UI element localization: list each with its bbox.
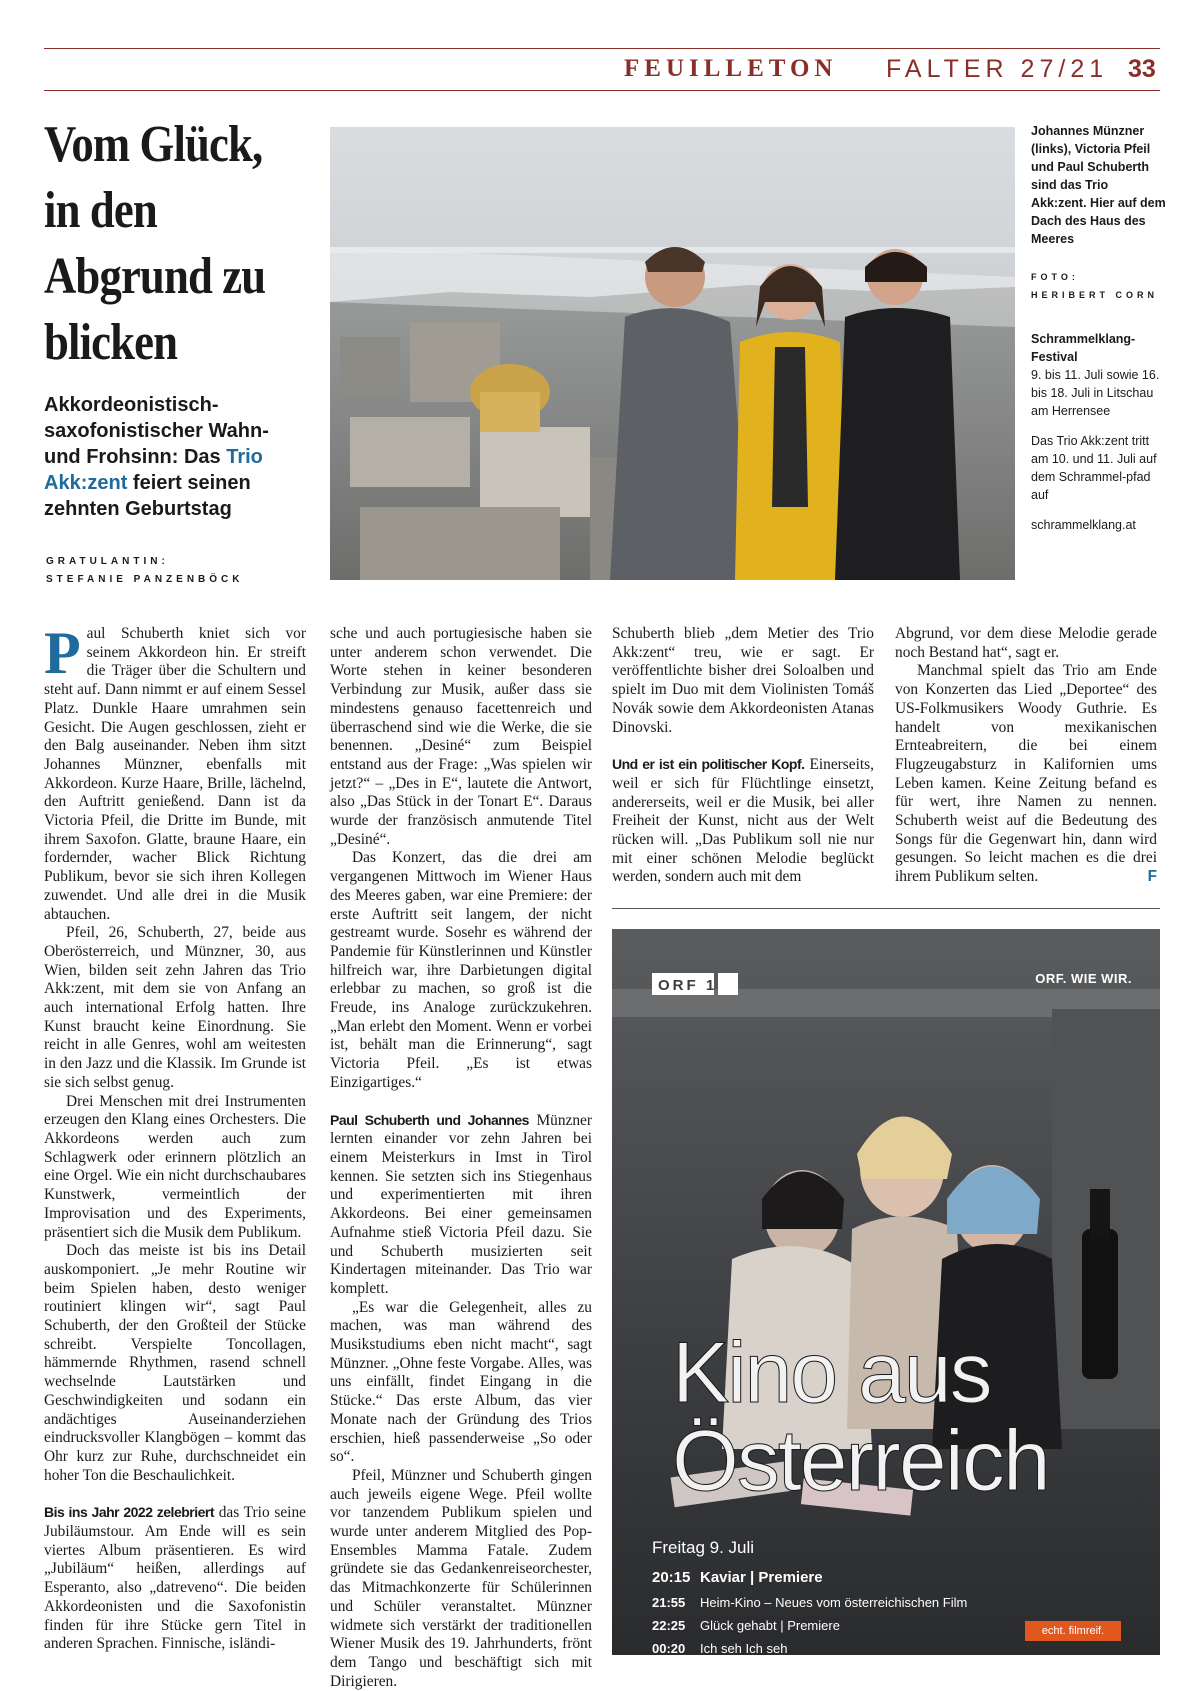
subhead-text-end: feiert seinen zehnten Geburtstag	[44, 472, 251, 520]
ad-schedule-row	[652, 1641, 787, 1655]
paragraph: Pfeil, 26, Schuberth, 27, beide aus Oberösterreich, und Münzner, 30, aus Wien, bilden seit zehn Jahren das Trio Akk:zent, mit dem sie von Anfang an auch international Erfolg hatten. Ihre Kunst braucht keine Einordnung. Sie reicht in alle Genres, wohl am weitesten in den Jazz und die Klassik. Im Grunde ist sie sich selbst genug.	[44, 924, 306, 1091]
schedule-title: Kaviar | Premiere	[700, 1569, 823, 1586]
header-top-rule	[44, 48, 1160, 49]
paragraph: Drei Menschen mit drei Instrumenten erzeugen den Klang eines Orchesters. Die Akkordeons werden auch zum Schlagwerk oder erinnern plötzlich an eine Orgel. Wie ein nicht durchschaubares Kunstwerk, vermeintlich der Improvisation und des Experiments, präsentiert sich die Musik dem Publikum.	[44, 1092, 306, 1241]
article-column-1	[44, 620, 306, 1654]
article-column-2	[330, 625, 592, 1691]
paragraph-text: Einerseits, weil er sich für Flüchtlinge einsetzt, andererseits, weil er die Musik, bei aller Freiheit der Kunst, nicht aus der Welt rücken will. „Das Publikum soll nie nur mit einer schönen Melodie beglückt werden, sondern auch mit dem	[612, 756, 874, 886]
ad-date: Freitag 9. Juli	[652, 1538, 755, 1557]
paragraph: Pfeil, Münzner und Schuberth gingen auch jeweils eigene Wege. Pfeil wollte vor tanzendem Publikum spielen und wurde unter anderem Mitglied des Pop-Ensembles Mamma Fatale. Zudem gründete sie das Gedankenreiseorchester, das Mitmachkonzerte für Schülerinnen und Schüler veranstaltet. Münzner widmete sich verstärkt der traditionellen Wiener Musik des 19. Jahrhunderts, frönt dem Tango und beschäftigt sich mit Dirigieren.	[330, 1466, 592, 1690]
article-column-3	[612, 625, 874, 887]
paragraph: „Es war die Gelegenheit, alles zu machen, was man während des Musikstudiums eben nicht macht“, sagt Münzner. „Ohne feste Vorgabe. Alles, was uns einfällt, findet Eingang in die Stücke.“ Das erste Album, das vier Monate nach der Gründung des Trios erschien, hieß passenderweise „So oder so“.	[330, 1298, 592, 1466]
byline-name: STEFANIE PANZENBÖCK	[46, 574, 244, 585]
paragraph-text: aul Schuberth kniet sich vor seinem Akkordeon hin. Er streift die Träger über die Schultern und steht auf. Dann nimmt er auf einem Sessel Platz. Dunkle Haare umrahmen sein Gesicht. Die Augen geschlossen, zieht er den Balg auseinander. Neben ihm sitzt Johannes Münzner, ebenfalls mit Akkordeon. Kurze Haare, Brille, lächelnd, den Auftritt genießend. Dann ist da Victoria Pfeil, die Dritte im Bunde, mit ihrem Saxofon. Glatte, braune Haare, ein fordernder, wacher Blick Richtung Publikum, bevor sie sich ihren Kollegen zuwendet. Und alle drei in die Musik abtauchen.	[44, 625, 306, 923]
paragraph: sche und auch portugiesische haben sie unter anderem schon verwendet. Die Worte stehen in keiner besonderen Verbindung zur Musik, außer dass sie mindestens genauso facettenreich und überraschend sind wie die Werke, die sie benennen. „Desiné“ zum Beispiel entstand aus der Frage: „Was spielen wir jetzt?“ – „Des in E“, lautete die Antwort, also „Das Stück in der Tonart E“. Daraus wurde der französisch anmutende Titel „Desiné“.	[330, 625, 592, 848]
page-number: 33	[1128, 55, 1156, 83]
end-mark: F	[1147, 868, 1157, 886]
orf1-logo-text: ORF 1	[658, 977, 718, 994]
ad-schedule-row	[652, 1595, 967, 1610]
infobox-text: Das Trio Akk:zent tritt am 10. und 11. Juli auf dem Schrammel-pfad auf	[1031, 434, 1157, 502]
paragraph-text: das Trio seine Jubiläumstour. Am Ende will es sein viertes Album präsentieren. Es wird „Jubiläum“ heißen, allerdings auf Esperanto, also „datreveno“. Die beiden Akkordeonisten und die Saxofonistin finden für ihre Stücke gern Titel in anderen Sprachen. Finnische, isländi-	[44, 1504, 306, 1653]
lead-in: Paul Schuberth und Johannes	[330, 1111, 529, 1128]
byline-label: GRATULANTIN:	[46, 556, 169, 567]
ad-badge: echt. filmreif.	[1025, 1621, 1121, 1641]
issue-label: FALTER 27/21	[886, 55, 1109, 83]
ad-top-rule	[612, 908, 1160, 909]
caption-column	[1031, 122, 1166, 534]
ad-slogan: ORF. WIE WIR.	[1035, 971, 1132, 986]
schedule-title: Ich seh Ich seh	[700, 1641, 788, 1655]
lead-in: Bis ins Jahr 2022 zelebriert	[44, 1504, 215, 1521]
ad-schedule-row	[652, 1618, 840, 1633]
schedule-title: Heim-Kino – Neues vom österreichischen Film	[700, 1595, 968, 1610]
schedule-time: 21:55	[652, 1595, 686, 1610]
ad-title-line-1: Kino aus	[672, 1325, 991, 1421]
paragraph	[330, 1111, 592, 1299]
schedule-time: 20:15	[652, 1569, 691, 1586]
schedule-time: 22:25	[652, 1618, 686, 1633]
infobox-link[interactable]: schrammelklang.at	[1031, 518, 1136, 532]
paragraph-text: Manchmal spielt das Trio am Ende von Konzerten das Lied „Deportee“ des US-Folkmusikers Woody Guthrie. Es handelt von mexikanischen Ernteabreitern, die bei einem Flugzeugabsturz in Kalifornien ums Leben kamen. Keine Zeitung befand es für wert, ihre Namen zu nennen. Schuberth weist auf die Bedeutung des Songs für die Gegenwart hin, dann wird gesungen. So leicht machen es die drei ihrem Publikum selten.	[895, 662, 1157, 886]
paragraph: Doch das meiste ist bis ins Detail auskomponiert. „Je mehr Routine wir beim Spielen haben, desto weniger routiniert klingen wir“, sagt Paul Schuberth, der den Großteil der Stücke schreibt. Verspielte Toncollagen, hämmernde Rhythmen, rasend schnell wechselnde Lautstärken und Geschwindigkeiten und sodann ein andächtiges Auseinanderziehen eindrucksvoller Klangbögen – kommt das Ohr kurz zur Ruhe, durchschneidet ein hoher Ton die Beschaulichkeit.	[44, 1242, 306, 1484]
lead-in: Und er ist ein politischer Kopf.	[612, 756, 805, 773]
header-bottom-rule	[44, 90, 1160, 91]
paragraph: Abgrund, vor dem diese Melodie gerade noch Bestand hat“, sagt er.	[895, 625, 1157, 661]
infobox-dates: 9. bis 11. Juli sowie 16. bis 18. Juli in Litschau am Herrensee	[1031, 368, 1160, 418]
ad-title-line-2: Österreich	[672, 1413, 1049, 1509]
rooftop-trio-photo	[330, 127, 1015, 580]
section-title: FEUILLETON	[624, 55, 838, 82]
photo-caption: Johannes Münzner (links), Victoria Pfeil und Paul Schuberth sind das Trio Akk:zent. Hier auf dem Dach des Haus des Meeres	[1031, 124, 1166, 246]
article-photo	[330, 127, 1015, 580]
ad-title	[672, 1325, 1152, 1509]
subhead-text: Akkordeonistisch-saxofonistischer Wahn- und Frohsinn: Das	[44, 394, 269, 468]
article-subhead	[44, 392, 304, 522]
schedule-title: Glück gehabt | Premiere	[700, 1618, 840, 1633]
paragraph	[612, 755, 874, 887]
photo-credit-label: FOTO:	[1031, 272, 1079, 282]
paragraph	[44, 1503, 306, 1654]
paragraph	[895, 662, 1157, 886]
subhead-highlight: Trio Akk:zent	[44, 446, 263, 494]
paragraph: Schuberth blieb „dem Metier des Trio Akk:zent“ treu, wie er sagt. Er veröffentlichte bisher drei Soloalben und spielt im Duo mit dem Violinisten Tomáš Novák sowie dem Akkordeonisten Atanas Dinovski.	[612, 625, 874, 736]
photo-credit-name: HERIBERT CORN	[1031, 290, 1159, 300]
article-headline: Vom Glück, in den Abgrund zu blicken	[44, 116, 266, 371]
orf1-logo	[652, 969, 738, 1004]
paragraph: Das Konzert, das die drei am vergangenen Mittwoch im Wiener Haus des Meeres gaben, war eine Premiere: der erste Auftritt seit langem, der nicht gestreamt wurde. Sosehr es während der Pandemie für Künstlerinnen und Künstler hilfreich war, ihre Darbietungen digital erlebbar zu machen, so groß ist die Freude, ins Analoge zurückzukehren. „Man erlebt den Moment. Wenn er vorbei ist, behält man die Erinnerung“, sagt Victoria Pfeil. „Es ist etwas Einzigartiges.“	[330, 849, 592, 1091]
paragraph-text: Münzner lernten einander vor zehn Jahren bei einem Meisterkurs in Imst in Tirol kennen. Sie setzten sich ins Stiegenhaus und experimentierten mit ihren Akkordeons. Bei einer gemeinsamen Aufnahme stieß Victoria Pfeil dazu. Sie und Schuberth musizierten seit Kindertagen miteinander. Das Trio war komplett.	[330, 1111, 592, 1297]
drop-cap: P	[44, 620, 81, 686]
schedule-time: 00:20	[652, 1641, 686, 1655]
paragraph	[44, 620, 306, 924]
infobox-title: Schrammelklang-Festival	[1031, 332, 1136, 364]
article-column-4	[895, 625, 1157, 887]
ad-schedule-row	[652, 1569, 823, 1586]
orf-advertisement[interactable]	[612, 929, 1160, 1655]
